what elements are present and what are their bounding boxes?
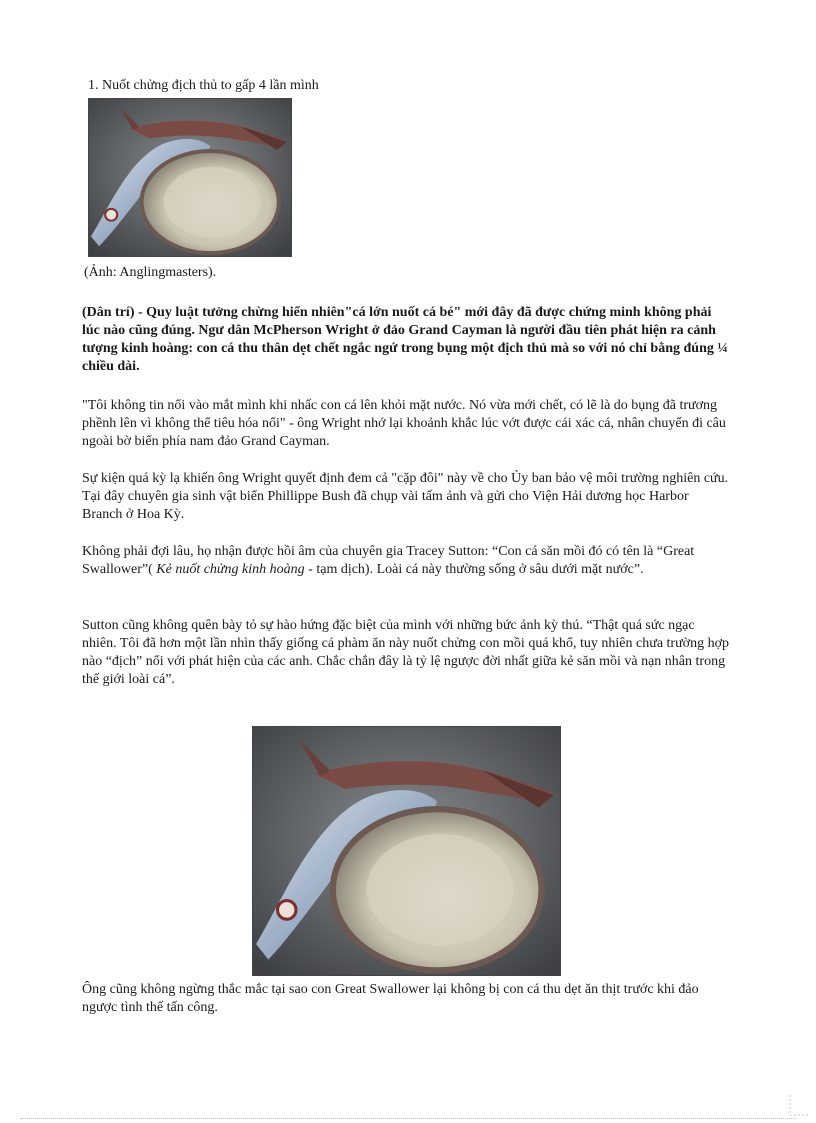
paragraph-reply-tail: - tạm dịch). Loài cá này thường sống ở sâu dưới mặt nước”. [304,562,644,577]
page-corner-marker-icon [788,1095,810,1117]
paragraph-sutton: Sutton cũng không quên bày tỏ sự hào hứng đặc biệt của mình với những bức ảnh kỳ thú. “Thật quá sức ngạc nhiên. Tôi đã hơn một lần nhìn thấy giống cá phàm ăn này nuốt chửng con mồi quá khổ, tuy nhiên chưa trường hợp nào “địch” nổi với phát hiện của các anh. Chắc chắn đây là tỷ lệ ngược đời nhất giữa kẻ săn mồi và nạn nhân trong thế giới loài cá”. [82,618,729,687]
paragraph-reply [82,543,732,579]
page-bottom-divider [20,1118,796,1119]
lead-paragraph: (Dân trí) - Quy luật tưởng chừng hiển nhiên"cá lớn nuốt cá bé" mới đây đã được chứng minh không phải lúc nào cũng đúng. Ngư dân McPherson Wright ở đảo Grand Cayman là người đầu tiên phát hiện ra cảnh tượng kinh hoàng: con cá thu thân dẹt chết ngắc ngứ trong bụng một địch thủ mà so với nó chỉ bằng đúng ¼ chiều dài. [82,305,728,374]
paragraph-reply-text: Không phải đợi lâu, họ nhận được hồi âm của chuyên gia Tracey Sutton: “Con cá săn mồi đó có tên là “Great Swallower”( [82,544,695,577]
fish-photo-small [88,98,292,257]
photo-caption: (Ảnh: Anglingmasters). [84,265,217,280]
fish-photo-icon [89,99,291,256]
fish-photo-icon [253,727,560,975]
article-heading: 1. Nuốt chửng địch thủ to gấp 4 lần mình [88,78,319,93]
fish-photo-large [252,726,561,976]
paragraph-quote: "Tôi không tin nổi vào mắt mình khi nhấc con cá lên khỏi mặt nước. Nó vừa mới chết, có lẽ là do bụng đã trương phềnh lên vì không thể tiêu hóa nổi" - ông Wright nhớ lại khoảnh khắc lúc vớt được cái xác cá, nhân chuyến đi câu ngoài bờ biển phía nam đảo Grand Cayman. [82,398,726,449]
paragraph-reply-italic: Kẻ nuốt chửng kinh hoàng [156,562,305,577]
paragraph-closing: Ông cũng không ngừng thắc mắc tại sao con Great Swallower lại không bị con cá thu dẹt ăn thịt trước khi đảo ngược tình thế tấn công. [82,982,699,1015]
paragraph-event: Sự kiện quá kỳ lạ khiến ông Wright quyết định đem cả "cặp đôi" này về cho Ủy ban bảo vệ môi trường nghiên cứu. Tại đây chuyên gia sinh vật biển Phillippe Bush đã chụp vài tấm ảnh và gửi cho Viện Hải dương học Harbor Branch ở Hoa Kỳ. [82,471,729,522]
